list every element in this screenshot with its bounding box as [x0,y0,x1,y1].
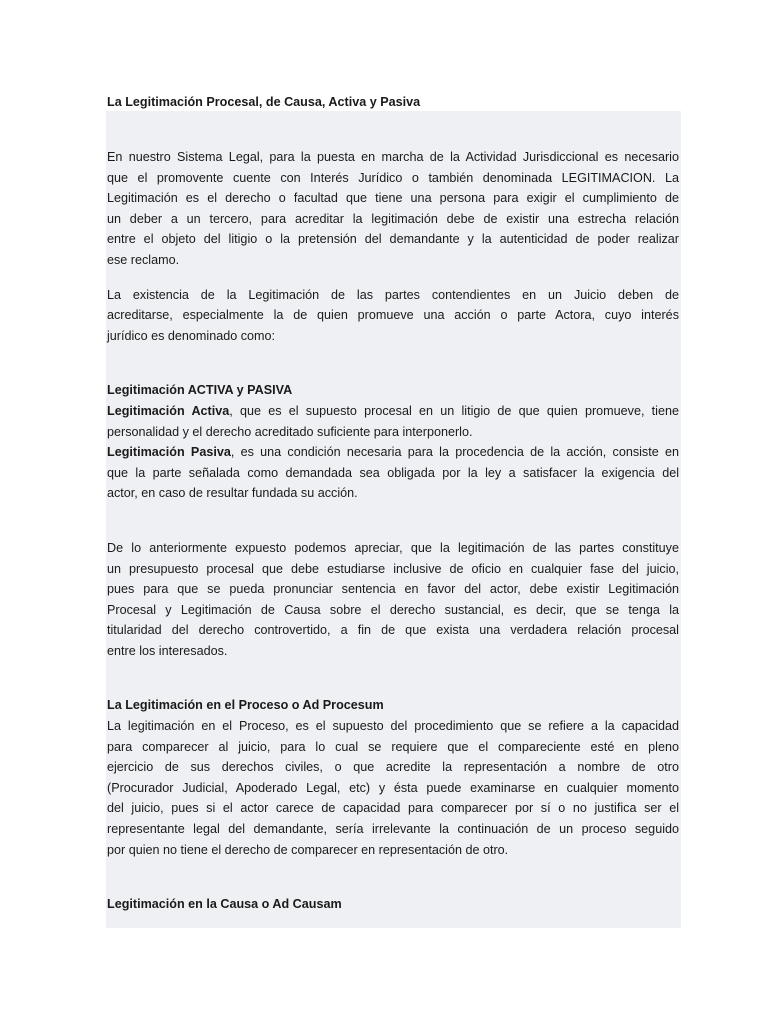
text-line: que la parte señalada como demandada sea obligada por la ley a satisfacer la exigencia del [107,465,679,480]
text-line: personalidad y el derecho acreditado suficiente para interponerlo. [107,424,473,439]
text-line: un presupuesto procesal que debe estudiarse inclusive de oficio en cualquier fase del juicio, [107,561,679,576]
text-line: Legitimación es el derecho o facultad que tiene una persona para exigir el cumplimiento de [107,191,679,206]
text-line: ese reclamo. [107,252,180,267]
paragraph-existencia [107,285,679,347]
text-line: para comparecer al juicio, para lo cual se requiere que el compareciente esté en pleno [107,739,679,754]
definition-pasiva: , es una condición necesaria para la procedencia de la acción, consiste en [230,445,679,460]
term-pasiva: Legitimación Pasiva [107,445,231,460]
text-line: por quien no tiene el derecho de comparecer en representación de otro. [107,842,509,857]
term-activa: Legitimación Activa [107,403,230,418]
text-line: pues para que se pueda pronunciar sentencia en favor del actor, debe existir Legitimación [107,582,679,597]
text-line: acreditarse, especialmente la de quien promueve una acción o parte Actora, cuyo interés [107,308,679,323]
document-title: La Legitimación Procesal, de Causa, Activa y Pasiva [107,95,421,109]
text-line: actor, en caso de resultar fundada su acción. [107,486,358,501]
text-line [107,401,679,422]
text-line: entre los interesados. [107,643,228,658]
section-heading: Legitimación en la Causa o Ad Causam [107,897,342,912]
text-line: que el promovente cuente con Interés Jurídico o también denominada LEGITIMACION. La [107,170,679,185]
text-line: (Procurador Judicial, Apoderado Legal, etc) y ésta puede examinarse en cualquier momento [107,780,679,795]
text-line: De lo anteriormente expuesto podemos apreciar, que la legitimación de las partes constituye [107,540,679,555]
text-line: jurídico es denominado como: [107,328,276,343]
text-line: un deber a un tercero, para acreditar la legitimación debe de existir una estrecha relación [107,211,679,226]
text-line: titularidad del derecho controvertido, a fin de que exista una verdadera relación procesal [107,623,679,638]
text-line: En nuestro Sistema Legal, para la puesta en marcha de la Actividad Jurisdiccional es necesario [107,150,679,164]
section-heading: La Legitimación en el Proceso o Ad Procesum [107,698,384,713]
section-activa-pasiva [107,380,679,504]
section-ad-causam [107,894,679,915]
text-line: entre el objeto del litigio o la pretensión del demandante y la autenticidad de poder realizar [107,232,679,247]
section-ad-procesum [107,695,679,860]
text-line: representante legal del demandante, sería irrelevante la continuación de un proceso seguido [107,822,679,837]
paragraph-intro [107,147,679,271]
section-heading: Legitimación ACTIVA y PASIVA [107,383,293,398]
text-line: ejercicio de sus derechos civiles, o que acredite la representación a nombre de otro [107,760,679,775]
paragraph-conclusion [107,538,679,662]
text-line: La legitimación en el Proceso, es el supuesto del procedimiento que se refiere a la capacidad [107,719,679,734]
text-line: del juicio, pues si el actor carece de capacidad para comparecer por sí o no justifica ser el [107,801,679,816]
text-line: La existencia de la Legitimación de las partes contendientes en un Juicio deben de [107,287,679,302]
text-line: Procesal y Legitimación de Causa sobre el derecho sustancial, es decir, que se tenga la [107,602,679,617]
definition-activa: , que es el supuesto procesal en un litigio de que quien promueve, tiene [229,403,679,418]
document-body [107,147,679,915]
text-line [107,442,679,463]
